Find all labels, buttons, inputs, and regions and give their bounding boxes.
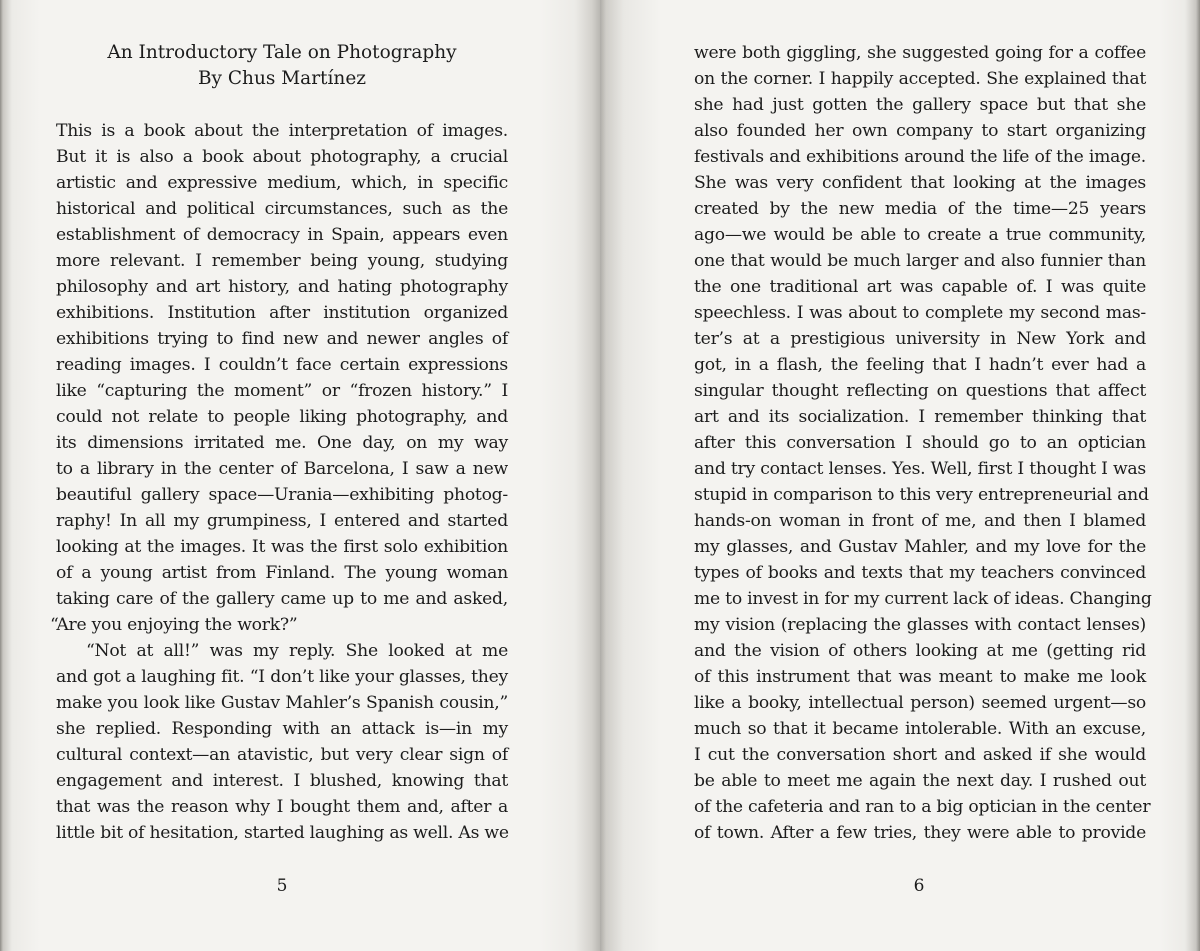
- text-line: artistic and expressive medium, which, in specific: [56, 173, 508, 193]
- text-line: of a young artist from Finland. The young woman: [56, 563, 508, 583]
- text-line: like a booky, intellectual person) seemed urgent—so: [694, 693, 1146, 713]
- text-line: and the vision of others looking at me (getting rid: [694, 641, 1146, 661]
- text-line: of town. After a few tries, they were able to provide: [694, 823, 1146, 843]
- text-line: were both giggling, she suggested going for a coffee: [694, 43, 1146, 63]
- right-body-text: [694, 40, 1152, 846]
- text-line: and try contact lenses. Yes. Well, first I thought I was: [694, 459, 1146, 479]
- text-line: and got a laughing fit. “I don’t like your glasses, they: [56, 667, 508, 687]
- left-body-text: [50, 118, 509, 846]
- text-line: that was the reason why I bought them and, after a: [56, 797, 508, 817]
- text-line: got, in a flash, the feeling that I hadn’t ever had a: [694, 355, 1146, 375]
- text-line: types of books and texts that my teachers convinced: [694, 563, 1146, 583]
- text-line: cultural context—an atavistic, but very clear sign of: [56, 745, 508, 765]
- text-line: I cut the conversation short and asked if she would: [694, 745, 1146, 765]
- text-line: could not relate to people liking photography, and: [56, 407, 508, 427]
- text-line: she replied. Responding with an attack is—in my: [56, 719, 508, 739]
- text-line: like “capturing the moment” or “frozen history.” I: [56, 381, 508, 401]
- text-line: beautiful gallery space—Urania—exhibiting photog-: [56, 485, 508, 505]
- text-line: singular thought reflecting on questions that affect: [694, 381, 1146, 401]
- text-line: reading images. I couldn’t face certain expressions: [56, 355, 508, 375]
- text-line: philosophy and art history, and hating photography: [56, 277, 508, 297]
- text-line: to a library in the center of Barcelona, I saw a new: [56, 459, 508, 479]
- text-line: on the corner. I happily accepted. She explained that: [694, 69, 1146, 89]
- text-line: “Are you enjoying the work?”: [50, 615, 298, 635]
- text-line: ter’s at a prestigious university in New York and: [694, 329, 1146, 349]
- chapter-title: [56, 40, 508, 92]
- text-line: of the cafeteria and ran to a big optician in the center: [694, 797, 1151, 817]
- text-line: more relevant. I remember being young, studying: [56, 251, 508, 271]
- text-line: festivals and exhibitions around the life of the image.: [694, 147, 1146, 167]
- text-line: engagement and interest. I blushed, knowing that: [56, 771, 508, 791]
- text-line: after this conversation I should go to an optician: [694, 433, 1146, 453]
- text-line: of this instrument that was meant to make me look: [694, 667, 1146, 687]
- text-line: speechless. I was about to complete my second mas-: [694, 303, 1146, 323]
- text-line: my glasses, and Gustav Mahler, and my love for the: [694, 537, 1146, 557]
- text-line: She was very confident that looking at the images: [694, 173, 1146, 193]
- text-line: But it is also a book about photography, a crucial: [56, 147, 508, 167]
- text-line: establishment of democracy in Spain, appears even: [56, 225, 508, 245]
- text-line: looking at the images. It was the first solo exhibition: [56, 537, 508, 557]
- page-number-right: 6: [913, 876, 925, 896]
- text-line: ago—we would be able to create a true community,: [694, 225, 1146, 245]
- text-line: the one traditional art was capable of. I was quite: [694, 277, 1146, 297]
- text-line: she had just gotten the gallery space but that she: [694, 95, 1146, 115]
- text-line: little bit of hesitation, started laughing as well. As we: [56, 823, 509, 843]
- text-line: “Not at all!” was my reply. She looked at me: [86, 641, 508, 661]
- text-line: be able to meet me again the next day. I rushed out: [694, 771, 1146, 791]
- text-line: historical and political circumstances, such as the: [56, 199, 508, 219]
- text-line: stupid in comparison to this very entrepreneurial and: [694, 485, 1149, 505]
- text-line: also founded her own company to start organizing: [694, 121, 1146, 141]
- title-line: An Introductory Tale on Photography: [107, 42, 457, 63]
- text-line: created by the new media of the time—25 years: [694, 199, 1146, 219]
- text-line: one that would be much larger and also funnier than: [694, 251, 1146, 271]
- text-line: raphy! In all my grumpiness, I entered and started: [56, 511, 508, 531]
- text-line: make you look like Gustav Mahler’s Spanish cousin,”: [56, 693, 508, 713]
- text-line: taking care of the gallery came up to me and asked,: [56, 589, 508, 609]
- text-line: exhibitions. Institution after institution organized: [56, 303, 508, 323]
- text-line: This is a book about the interpretation of images.: [56, 121, 508, 141]
- text-line: art and its socialization. I remember thinking that: [694, 407, 1146, 427]
- author-line: By Chus Martínez: [197, 68, 367, 89]
- page-number-left: 5: [276, 876, 288, 896]
- text-line: me to invest in for my current lack of ideas. Changing: [694, 589, 1152, 609]
- text-line: its dimensions irritated me. One day, on my way: [56, 433, 508, 453]
- text-line: much so that it became intolerable. With an excuse,: [694, 719, 1146, 739]
- text-line: exhibitions trying to find new and newer angles of: [56, 329, 508, 349]
- text-line: hands-on woman in front of me, and then I blamed: [694, 511, 1146, 531]
- text-line: my vision (replacing the glasses with contact lenses): [694, 615, 1146, 635]
